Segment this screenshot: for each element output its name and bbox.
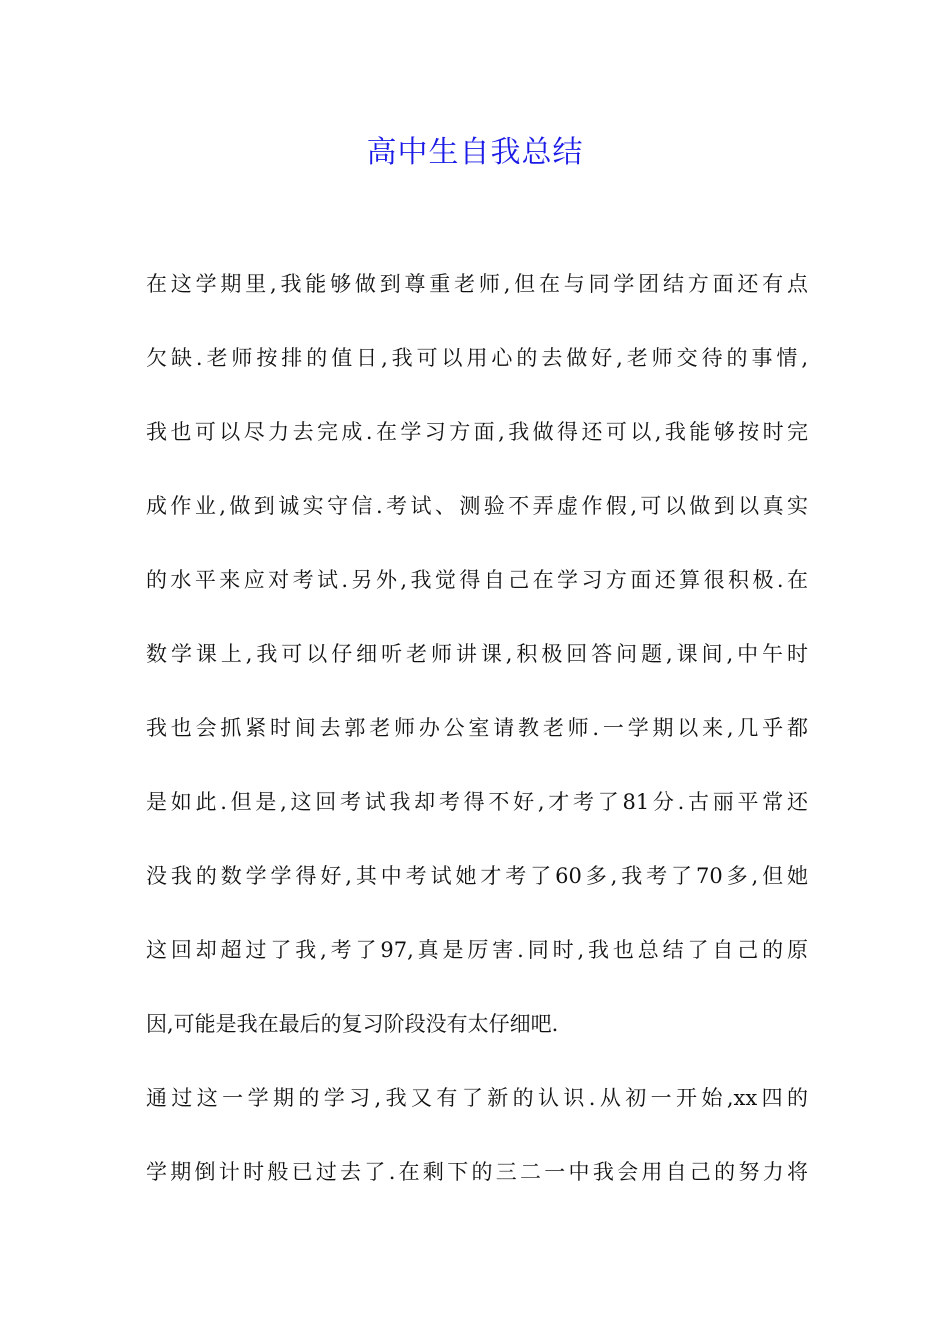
paragraph-1 [146,262,808,1076]
text-line: 的水平来应对考试.另外,我觉得自己在学习方面还算很积极.在 [146,568,808,592]
text-line: 我也可以尽力去完成.在学习方面,我做得还可以,我能够按时完 [146,420,808,444]
document-body [146,262,808,1224]
document-title: 高中生自我总结 [366,135,584,170]
text-line: 欠缺.老师按排的值日,我可以用心的去做好,老师交待的事情, [146,346,808,370]
text-line: 学期倒计时般已过去了.在剩下的三二一中我会用自己的努力将 [146,1160,808,1184]
text-line: 在这学期里,我能够做到尊重老师,但在与同学团结方面还有点 [146,272,808,296]
text-line: 因,可能是我在最后的复习阶段没有太仔细吧. [146,1012,559,1036]
text-line: 是如此.但是,这回考试我却考得不好,才考了81分.古丽平常还 [146,790,808,814]
text-line: 数学课上,我可以仔细听老师讲课,积极回答问题,课间,中午时 [146,642,808,666]
text-line: 成作业,做到诚实守信.考试、测验不弄虚作假,可以做到以真实 [146,494,808,518]
text-line: 没我的数学学得好,其中考试她才考了60多,我考了70多,但她 [146,864,808,888]
text-line: 我也会抓紧时间去郭老师办公室请教老师.一学期以来,几乎都 [146,716,808,740]
text-line: 通过这一学期的学习,我又有了新的认识.从初一开始,xx四的 [146,1086,808,1110]
paragraph-2 [146,1076,808,1224]
text-line: 这回却超过了我,考了97,真是厉害.同时,我也总结了自己的原 [146,938,808,962]
